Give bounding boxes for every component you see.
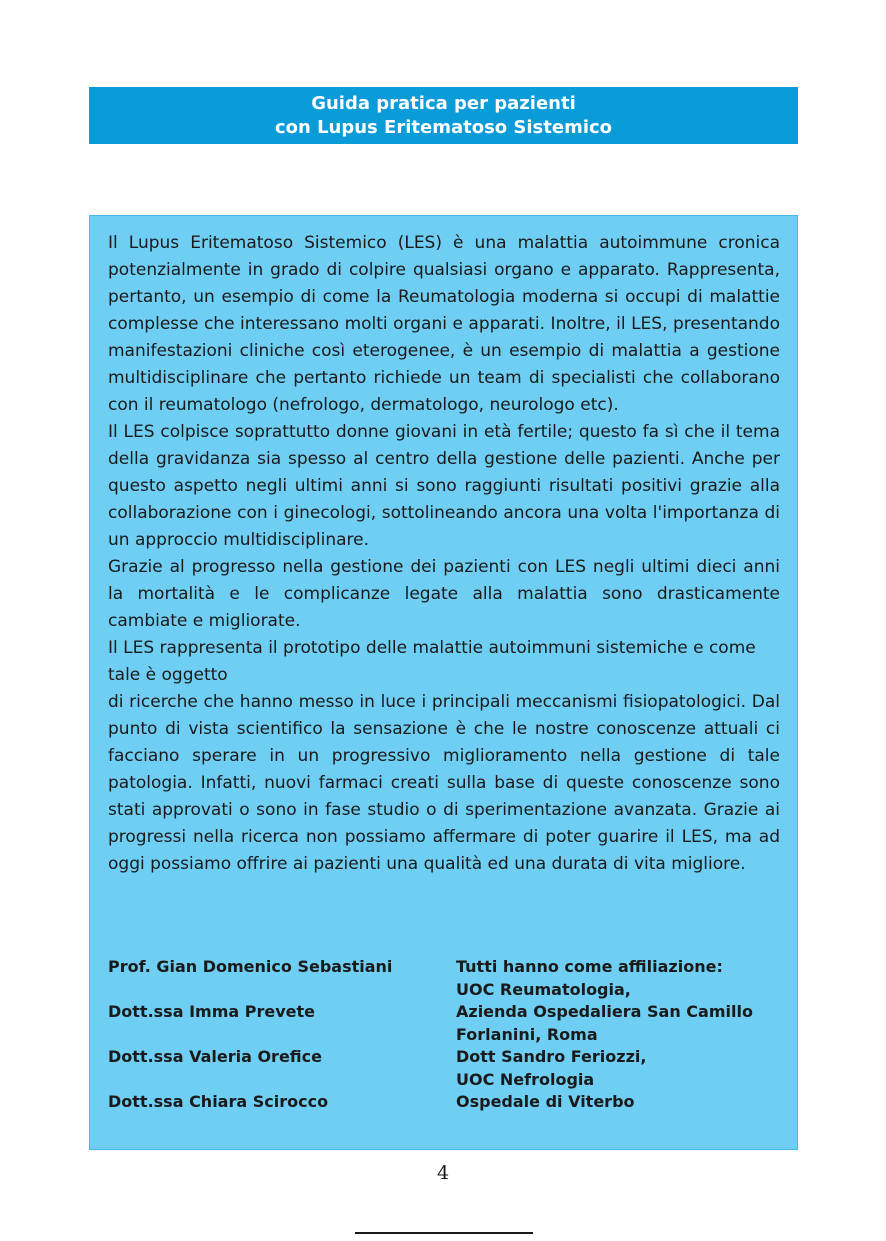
affiliation-line: Tutti hanno come affiliazione: bbox=[456, 957, 723, 976]
author-list bbox=[108, 956, 438, 1136]
footer-rule bbox=[355, 1232, 533, 1234]
header-title-line-1: Guida pratica per pazienti bbox=[311, 93, 576, 114]
introduction-box bbox=[89, 215, 798, 1150]
document-header bbox=[89, 87, 798, 144]
paragraph-3: Grazie al progresso nella gestione dei pazienti con LES negli ultimi dieci anni la mortalità e le complicanze legate alla malattia sono drasticamente cambiate e migliorate. bbox=[108, 557, 780, 631]
affiliation-block bbox=[456, 956, 786, 1114]
author-name: Dott.ssa Imma Prevete bbox=[108, 1002, 315, 1021]
affiliation-line: UOC Reumatologia, bbox=[456, 979, 631, 999]
introduction-text bbox=[108, 230, 780, 878]
author-name: Prof. Gian Domenico Sebastiani bbox=[108, 957, 393, 976]
affiliation-line: Dott Sandro Feriozzi, bbox=[456, 1047, 647, 1066]
affiliation-line: Ospedale di Viterbo bbox=[456, 1092, 635, 1111]
author-name: Dott.ssa Valeria Orefice bbox=[108, 1047, 322, 1066]
affiliation-line: Azienda Ospedaliera San Camillo bbox=[456, 1002, 753, 1021]
header-title-line-2: con Lupus Eritematoso Sistemico bbox=[274, 117, 613, 138]
affiliation-line: Forlanini, Roma bbox=[456, 1024, 598, 1044]
affiliation-line: UOC Nefrologia bbox=[456, 1069, 595, 1089]
author-name: Dott.ssa Chiara Scirocco bbox=[108, 1092, 329, 1111]
paragraph-5: di ricerche che hanno messo in luce i principali meccanismi fisiopatologici. Dal punto di vista scientifico la sensazione è che le nostre conoscenze attuali ci facciano sperare in un progressivo miglioramento nella gestione di tale patologia. Infatti, nuovi farmaci creati sulla base di queste conoscenze sono stati approvati o sono in fase studio o di sperimentazione avanzata. Grazie ai progressi nella ricerca non possiamo affermare di poter guarire il LES, ma ad oggi possiamo offrire ai pazienti una qualità ed una durata di vita migliore. bbox=[108, 692, 780, 874]
page-number: 4 bbox=[436, 1162, 450, 1184]
paragraph-2: Il LES colpisce soprattutto donne giovani in età fertile; questo fa sì che il tema della gravidanza sia spesso al centro della gestione delle pazienti. Anche per questo aspetto negli ultimi anni si sono raggiunti risultati positivi grazie alla collaborazione con i ginecologi, sottolineando ancora una volta l'importanza di un approccio multidisciplinare. bbox=[108, 422, 780, 550]
paragraph-4: Il LES rappresenta il prototipo delle malattie autoimmuni sistemiche e come tale è oggetto bbox=[108, 638, 756, 685]
paragraph-1: Il Lupus Eritematoso Sistemico (LES) è una malattia autoimmune cronica potenzialmente in grado di colpire qualsiasi organo e apparato. Rappresenta, pertanto, un esempio di come la Reumatologia moderna si occupi di malattie complesse che interessano molti organi e apparati. Inoltre, il LES, presentando manifestazioni cliniche così eterogenee, è un esempio di malattia a gestione multidisciplinare che pertanto richiede un team di specialisti che collaborano con il reumatologo (nefrologo, dermatologo, neurologo etc). bbox=[108, 233, 780, 415]
